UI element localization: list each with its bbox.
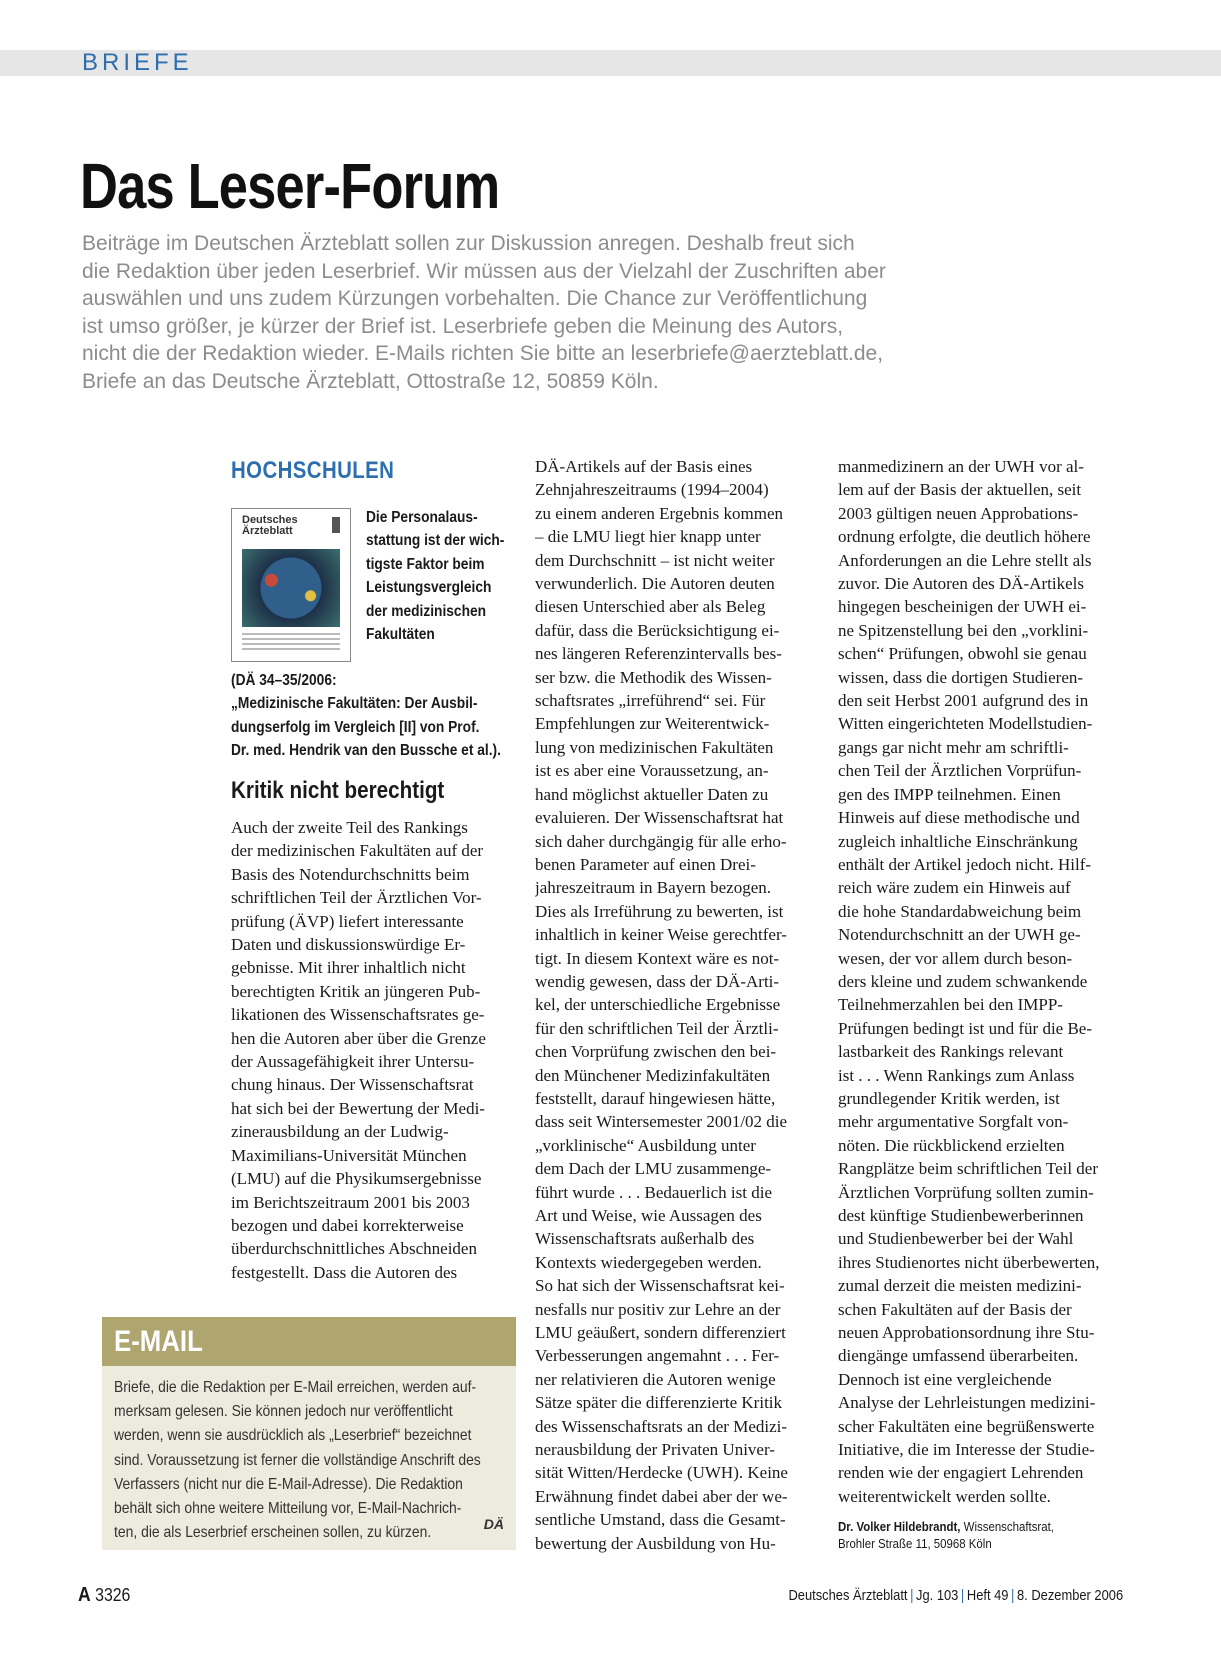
text-line: Dr. med. Hendrik van den Bussche et al.). (231, 742, 501, 760)
text-line: Deutsches (242, 514, 298, 526)
text-line: Zehnjahreszeitraums (1994–2004) (535, 480, 769, 500)
email-box-sign: DÄ (483, 1516, 504, 1532)
text-line: Briefe an das Deutsche Ärzteblatt, Ottostraße 12, 50859 Köln. (82, 369, 659, 393)
text-line: hat sich bei der Bewertung der Medi- (231, 1098, 485, 1118)
text-line: für den schriftlichen Teil der Ärztli- (535, 1018, 779, 1038)
text-line: diengänge umfassend überarbeiten. (838, 1346, 1079, 1366)
text-line: reich wäre zudem ein Hinweis auf (838, 878, 1071, 898)
text-line: weiterentwickelt werden sollte. (838, 1486, 1051, 1506)
text-line: gen des IMPP teilnehmen. Einen (838, 784, 1061, 804)
text-line: zumal derzeit die meisten medizini- (838, 1276, 1082, 1296)
text-line: tigt. In diesem Kontext wäre es not- (535, 948, 780, 968)
text-line: ser bzw. die Methodik des Wissen- (535, 667, 772, 687)
text-line: mehr argumentative Sorgfalt von- (838, 1112, 1069, 1132)
text-line: Kontexts wiedergegeben werden. (535, 1252, 762, 1272)
text-line: nerausbildung der Privaten Univer- (535, 1440, 775, 1460)
footer-date: 8. Dezember 2006 (1016, 1587, 1123, 1604)
footer-separator: | (909, 1587, 914, 1604)
text-line: auswählen und uns zudem Kürzungen vorbehalten. Die Chance zur Veröffentlichung (82, 287, 868, 310)
text-line: Dies als Irreführung zu bewerten, ist (535, 901, 784, 921)
text-line: ten, die als Leserbrief erscheinen sollen, zu kürzen. (114, 1524, 432, 1542)
cover-caption (366, 506, 504, 646)
signature-name: Dr. Volker Hildebrandt, (838, 1519, 961, 1534)
footer-volume: Jg. 103 (915, 1587, 959, 1604)
text-line: „Medizinische Fakultäten: Der Ausbil- (231, 695, 478, 713)
text-line: führt wurde . . . Bedauerlich ist die (535, 1182, 772, 1202)
text-line: Prüfungen bedingt ist und für die Be- (838, 1018, 1093, 1038)
email-box-text (114, 1376, 481, 1545)
page-number-value: 3326 (95, 1585, 131, 1605)
email-info-box (102, 1317, 516, 1550)
text-line: Dennoch ist eine vergleichende (838, 1369, 1052, 1389)
text-line: der medizinischen Fakultäten auf der (231, 841, 484, 861)
text-line: den seit Herbst 2001 aufgrund des in (838, 691, 1089, 711)
article-column-3 (838, 455, 1128, 1508)
text-line: zu einem anderen Ergebnis kommen (535, 503, 783, 523)
text-line: Die Personalaus- (366, 509, 478, 526)
text-line: wissen, dass die dortigen Studieren- (838, 667, 1084, 687)
text-line: Hinweis auf diese methodische und (838, 808, 1080, 828)
article-reference (231, 669, 501, 763)
text-line: schen Fakultäten auf der Basis der (838, 1299, 1072, 1319)
text-line: dem Durchschnitt – ist nicht weiter (535, 550, 775, 570)
footer-issue: Heft 49 (966, 1587, 1009, 1604)
text-line: schriftlichen Teil der Ärztlichen Vor- (231, 888, 482, 908)
text-line: gangs gar nicht mehr am schriftli- (838, 737, 1069, 757)
text-line: nesfalls nur positiv zur Lehre an der (535, 1299, 781, 1319)
text-line: lem auf der Basis der aktuellen, seit (838, 480, 1082, 500)
text-line: berechtigten Kritik an jüngeren Pub- (231, 981, 481, 1001)
text-line: im Berichtszeitraum 2001 bis 2003 (231, 1192, 470, 1212)
text-line: Initiative, die im Interesse der Studie- (838, 1440, 1095, 1460)
text-line: sind. Voraussetzung ist ferner die vollständige Anschrift des (114, 1451, 481, 1469)
text-line: Maximilians-Universität München (231, 1145, 467, 1165)
text-line: tigste Faktor beim (366, 555, 485, 573)
text-line: – die LMU liegt hier knapp unter (535, 527, 761, 547)
email-box-header (102, 1317, 516, 1366)
text-line: Empfehlungen zur Weiterentwick- (535, 714, 770, 734)
text-line: Briefe, die die Redaktion per E-Mail erreichen, werden auf- (114, 1379, 477, 1396)
text-line: bezogen und dabei korrekterweise (231, 1215, 464, 1235)
section-label: BRIEFE (82, 49, 193, 76)
article-heading: Kritik nicht berechtigt (231, 777, 445, 804)
text-line: Rangplätze beim schriftlichen Teil der (838, 1159, 1099, 1179)
text-line: ders kleine und zudem schwankende (838, 971, 1088, 991)
text-line: likationen des Wissenschaftsrates ge- (231, 1005, 485, 1025)
text-line: ne Spitzenstellung bei den „vorklini- (838, 620, 1089, 640)
text-line: Basis des Notendurchschnitts beim (231, 864, 470, 884)
cover-text-lines (242, 633, 340, 653)
text-line: chen Vorprüfung zwischen den bei- (535, 1042, 777, 1062)
article-column-1 (231, 816, 521, 1284)
text-line: ist es aber eine Voraussetzung, an- (535, 761, 769, 781)
text-line: sentliche Umstand, dass die Gesamt- (535, 1510, 786, 1530)
text-line: Sätze später die differenzierte Kritik (535, 1393, 783, 1413)
footer-separator: | (1010, 1587, 1015, 1604)
text-line: grundlegender Kritik werden, ist (838, 1088, 1060, 1108)
text-line: LMU geäußert, sondern differenziert (535, 1323, 786, 1343)
text-line: Analyse der Lehrleistungen medizini- (838, 1393, 1096, 1413)
text-line: hen die Autoren aber über die Grenze (231, 1028, 486, 1048)
text-line: nicht die der Redaktion wieder. E-Mails richten Sie bitte an leserbriefe@aerzteblatt.de, (82, 342, 884, 365)
text-line: zinerausbildung an der Ludwig- (231, 1122, 449, 1142)
text-line: dafür, dass die Berücksichtigung ei- (535, 620, 780, 640)
footer-journal: Deutsches Ärzteblatt (788, 1587, 908, 1604)
text-line: dungserfolg im Vergleich [II] von Prof. (231, 718, 480, 736)
text-line: des Wissenschaftsrats an der Medizi- (535, 1416, 788, 1436)
text-line: Art und Weise, wie Aussagen des (535, 1206, 762, 1225)
signature-org: Wissenschaftsrat, (963, 1519, 1054, 1534)
text-line: diesen Unterschied aber als Beleg (535, 597, 766, 617)
text-line: schen“ Prüfungen, obwohl sie genau (838, 644, 1087, 664)
text-line: festgestellt. Dass die Autoren des (231, 1262, 458, 1282)
text-line: wesen, der vor allem durch beson- (838, 948, 1073, 968)
text-line: Fakultäten (366, 626, 435, 644)
text-line: manmedizinern an der UWH vor al- (838, 457, 1084, 476)
article-rubric: HOCHSCHULEN (231, 457, 395, 484)
text-line: ihres Studienortes nicht überbewerten, (838, 1252, 1100, 1272)
cover-title (242, 515, 298, 537)
text-line: benen Parameter auf einen Drei- (535, 854, 756, 874)
text-line: überdurchschnittliches Abschneiden (231, 1239, 477, 1259)
text-line: Beiträge im Deutschen Ärzteblatt sollen zur Diskussion anregen. Deshalb freut sich (82, 232, 855, 255)
text-line: evaluieren. Der Wissenschaftsrat hat (535, 808, 784, 828)
text-line: der medizinischen (366, 602, 487, 620)
text-line: dest künftige Studienbewerberinnen (838, 1206, 1084, 1225)
text-line: chen Teil der Ärztlichen Vorprüfun- (838, 761, 1082, 781)
text-line: behält sich ohne weitere Mitteilung vor, E-Mail-Nachrich- (114, 1500, 462, 1518)
text-line: DÄ-Artikels auf der Basis eines (535, 457, 753, 476)
text-line: Verfassers (nicht nur die E-Mail-Adresse). Die Redaktion (114, 1475, 463, 1493)
text-line: chung hinaus. Der Wissenschaftsrat (231, 1075, 474, 1095)
text-line: lung von medizinischen Fakultäten (535, 737, 774, 757)
text-line: inhaltlich in keiner Weise gerechtfer- (535, 925, 787, 945)
text-line: die hohe Standardabweichung beim (838, 901, 1082, 921)
text-line: gebnisse. Mit ihrer inhaltlich nicht (231, 958, 466, 978)
text-line: bewertung der Ausbildung von Hu- (535, 1533, 776, 1553)
text-line: werden, wenn sie ausdrücklich als „Leserbrief“ bezeichnet (114, 1427, 472, 1445)
signature-address: Brohler Straße 11, 50968 Köln (838, 1536, 992, 1551)
text-line: zuvor. Die Autoren des DÄ-Artikels (838, 574, 1084, 594)
text-line: jahreszeitraum in Bayern bezogen. (535, 878, 772, 898)
text-line: feststellt, darauf hingewiesen hätte, (535, 1088, 776, 1108)
page-number (78, 1584, 130, 1607)
text-line: 2003 gültigen neuen Approbations- (838, 503, 1079, 523)
text-line: lastbarkeit des Rankings relevant (838, 1042, 1064, 1062)
text-line: Teilnehmerzahlen bei den IMPP- (838, 995, 1063, 1015)
footer-separator: | (960, 1587, 965, 1604)
text-line: Ärzteblatt (242, 525, 293, 537)
text-line: Ärztlichen Vorprüfung sollten zumin- (838, 1182, 1094, 1202)
text-line: scher Fakultäten eine begrüßenswerte (838, 1416, 1095, 1436)
page-letter: A (78, 1584, 91, 1606)
text-line: hingegen bescheinigen der UWH ei- (838, 597, 1087, 617)
text-line: Leistungsvergleich (366, 579, 492, 597)
footer-publication-info (788, 1587, 1123, 1604)
text-line: dass seit Wintersemester 2001/02 die (535, 1112, 788, 1132)
text-line: hand möglichst aktueller Daten zu (535, 784, 769, 804)
text-line: merksam gelesen. Sie können jedoch nur veröffentlicht (114, 1403, 453, 1421)
text-line: Auch der zweite Teil des Rankings (231, 818, 468, 837)
article-column-2 (535, 455, 825, 1555)
text-line: Erwähnung findet dabei aber der we- (535, 1486, 788, 1506)
text-line: zugleich inhaltliche Einschränkung (838, 831, 1078, 851)
text-line: nöten. Die rückblickend erzielten (838, 1135, 1065, 1155)
text-line: stattung ist der wich- (366, 532, 505, 550)
text-line: Verbesserungen angemahnt . . . Fer- (535, 1346, 780, 1366)
text-line: schaftsrates „irreführend“ sei. Für (535, 691, 766, 711)
text-line: So hat sich der Wissenschaftsrat kei- (535, 1276, 785, 1296)
text-line: ordnung erfolgte, die deutlich höhere (838, 527, 1091, 547)
intro-text (82, 230, 982, 395)
text-line: (LMU) auf die Physikumsergebnisse (231, 1169, 482, 1189)
cover-badge (332, 517, 340, 533)
page-title: Das Leser-Forum (80, 150, 500, 222)
cover-artwork (242, 549, 340, 627)
text-line: der Aussagefähigkeit ihrer Untersu- (231, 1052, 475, 1072)
text-line: wendig gewesen, dass der DÄ-Arti- (535, 971, 780, 991)
magazine-cover-image (231, 508, 351, 662)
text-line: nes längeren Referenzintervalls bes- (535, 644, 782, 664)
letter-signature (838, 1518, 1054, 1552)
text-line: den Münchener Medizinfakultäten (535, 1065, 771, 1085)
text-line: verwunderlich. Die Autoren deuten (535, 574, 775, 594)
text-line: kel, der unterschiedliche Ergebnisse (535, 995, 781, 1015)
text-line: die Redaktion über jeden Leserbrief. Wir müssen aus der Vielzahl der Zuschriften aber (82, 259, 886, 283)
text-line: Notendurchschnitt an der UWH ge- (838, 925, 1081, 945)
text-line: Wissenschaftsrats außerhalb des (535, 1229, 755, 1249)
text-line: prüfung (ÄVP) liefert interessante (231, 911, 464, 931)
text-line: Anforderungen an die Lehre stellt als (838, 550, 1092, 570)
text-line: neuen Approbationsordnung ihre Stu- (838, 1323, 1095, 1343)
text-line: ist umso größer, je kürzer der Brief ist. Leserbriefe geben die Meinung des Autors, (82, 314, 844, 338)
text-line: enthält der Artikel jedoch nicht. Hilf- (838, 854, 1092, 874)
text-line: sität Witten/Herdecke (UWH). Keine (535, 1463, 788, 1483)
text-line: dem Dach der LMU zusammenge- (535, 1159, 772, 1179)
text-line: (DÄ 34–35/2006: (231, 672, 337, 689)
text-line: ist . . . Wenn Rankings zum Anlass (838, 1065, 1075, 1085)
text-line: ner relativieren die Autoren wenige (535, 1369, 776, 1389)
text-line: Daten und diskussionswürdige Er- (231, 935, 466, 955)
text-line: und Studienbewerber bei der Wahl (838, 1229, 1074, 1249)
text-line: Witten eingerichteten Modellstudien- (838, 714, 1093, 734)
text-line: renden wie der engagiert Lehrenden (838, 1463, 1084, 1483)
text-line: „vorklinische“ Ausbildung unter (535, 1135, 756, 1155)
email-box-title: E-MAIL (114, 1325, 203, 1358)
text-line: sich daher durchgängig für alle erho- (535, 831, 787, 851)
